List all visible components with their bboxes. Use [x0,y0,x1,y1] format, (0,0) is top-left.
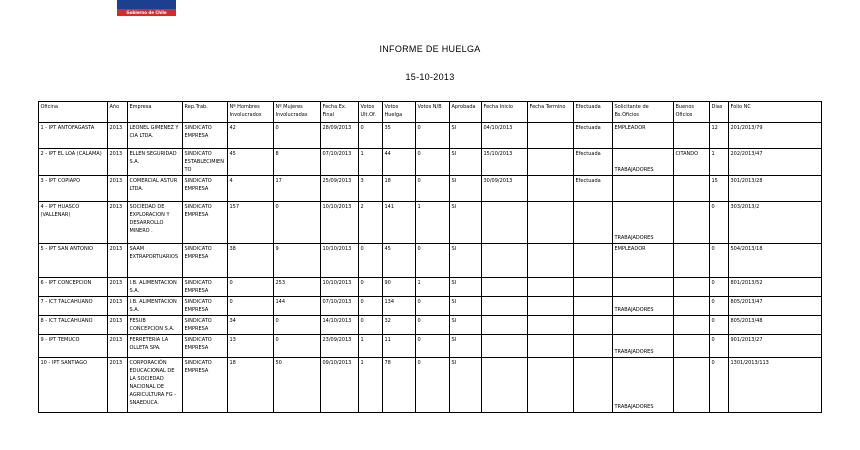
table-cell [528,123,574,149]
table-cell: 07/10/2013 [321,149,359,176]
table-cell: 2013 [108,149,128,176]
table-cell: 504/2013/18 [729,244,822,278]
table-cell: 5 - IPT SAN ANTONIO [39,244,108,278]
table-cell [482,358,528,413]
table-cell [674,316,710,335]
table-cell [528,297,574,316]
table-cell: SINDICATO EMPRESA [183,316,228,335]
table-cell: SI [450,335,482,358]
column-header: Solicitante de Bs.Oficios [613,102,674,123]
column-header: Oficina [39,102,108,123]
table-cell: 301/2013/28 [729,176,822,202]
table-cell: 8 - ICT TALCAHUANO [39,316,108,335]
table-cell: 32 [383,316,416,335]
table-cell [574,278,613,297]
strike-report-table [38,101,822,413]
table-cell: 13 [228,335,274,358]
table-cell: 0 [710,358,729,413]
column-header: Nº Mujeres Involucradas [274,102,321,123]
table-cell: SI [450,244,482,278]
table-cell: 0 [359,316,383,335]
table-cell: 0 [359,297,383,316]
table-cell: 0 [710,244,729,278]
table-cell: 45 [383,244,416,278]
column-header: Rep.Trab. [183,102,228,123]
table-cell: 11 [383,335,416,358]
table-cell: 30/09/2013 [482,176,528,202]
table-cell [674,202,710,244]
table-cell: 0 [416,358,450,413]
table-cell: 0 [228,278,274,297]
table-cell: 17 [274,176,321,202]
table-cell: 3 - IPT COPIAPO [39,176,108,202]
table-cell: 90 [383,278,416,297]
table-cell: Efectuada [574,123,613,149]
table-cell: 801/2013/52 [729,278,822,297]
table-cell: SI [450,358,482,413]
table-body [39,123,822,413]
column-header: Empresa [128,102,183,123]
table-cell: 202/2013/47 [729,149,822,176]
table-row [39,316,822,335]
table-cell: TRABAJADORES [613,335,674,358]
table-cell: SINDICATO EMPRESA [183,278,228,297]
table-cell: 23/09/2013 [321,335,359,358]
report-title: INFORME DE HUELGA [379,44,481,54]
table-cell: Efectuada [574,176,613,202]
table-cell: SAAM EXTRAPORTUARIOS [128,244,183,278]
table-cell: 0 [274,316,321,335]
table-cell: 157 [228,202,274,244]
table-cell: 0 [416,316,450,335]
table-cell: 0 [274,123,321,149]
column-header: Votos N/B [416,102,450,123]
table-cell: 805/2013/47 [729,297,822,316]
table-cell: 1301/2013/113 [729,358,822,413]
table-cell [574,335,613,358]
table-cell [482,202,528,244]
table-cell: COMERCIAL ASTUR LTDA. [128,176,183,202]
table-cell: 25/09/2013 [321,176,359,202]
table-cell: 1 [359,335,383,358]
table-cell: 35 [383,123,416,149]
table-cell: 0 [416,297,450,316]
table-cell: 1 [416,278,450,297]
table-cell [613,316,674,335]
table-cell: Efectuada [574,149,613,176]
table-cell: 0 [710,297,729,316]
table-cell: SINDICATO EMPRESA [183,176,228,202]
column-header: Nº Hombres Involucrados [228,102,274,123]
table-cell [674,278,710,297]
table-cell: 78 [383,358,416,413]
table-cell: 1 [710,149,729,176]
table-cell: 7 - ICT TALCAHUANO [39,297,108,316]
table-cell [482,278,528,297]
table-cell: 0 [710,335,729,358]
column-header: Fecha Ex. Final [321,102,359,123]
table-cell: 18 [228,358,274,413]
government-logo [117,0,176,16]
table-cell [528,244,574,278]
table-cell: 0 [416,244,450,278]
table-cell: TRABAJADORES [613,149,674,176]
table-cell [528,278,574,297]
table-cell [674,176,710,202]
table-cell: 0 [710,316,729,335]
header-row [39,102,822,123]
table-cell: ELLEN SEGURIDAD S.A. [128,149,183,176]
table-cell [574,297,613,316]
table-cell: 901/2013/27 [729,335,822,358]
table-cell: 0 [416,176,450,202]
column-header: Fecha Inicio [482,102,528,123]
table-cell: 50 [274,358,321,413]
table-cell: 10/10/2013 [321,244,359,278]
table-cell [674,297,710,316]
table-cell: 42 [228,123,274,149]
table-cell: 2013 [108,335,128,358]
table-cell: 2013 [108,358,128,413]
table-cell [528,176,574,202]
table-cell [528,149,574,176]
table-cell: 09/10/2013 [321,358,359,413]
table-cell: CITANDO [674,149,710,176]
table-cell: I.B. ALIMENTACION S.A. [128,278,183,297]
table-cell: TRABAJADORES [613,297,674,316]
table-cell: 0 [416,149,450,176]
table-cell [482,244,528,278]
table-cell [574,202,613,244]
table-cell: CORPORACIÓN EDUCACIONAL DE LA SOCIEDAD NACIONAL DE AGRICULTURA FG - SNAEDUCA. [128,358,183,413]
table-cell: 12 [710,123,729,149]
table-cell: 0 [710,202,729,244]
table-cell: 07/10/2013 [321,297,359,316]
table-cell: 2013 [108,244,128,278]
table-cell: 1 [359,149,383,176]
table-cell: SINDICATO EMPRESA [183,358,228,413]
column-header: Efectuada [574,102,613,123]
table-cell: 2013 [108,176,128,202]
table-cell [482,297,528,316]
table-cell: EMPLEADOR [613,123,674,149]
table-cell: 201/2013/79 [729,123,822,149]
table-cell: 9 - IPT TEMUCO [39,335,108,358]
column-header: Días [710,102,729,123]
table-cell: SINDICATO EMPRESA [183,202,228,244]
table-cell: 44 [383,149,416,176]
table-cell: 9 [274,244,321,278]
table-cell: 4 - IPT HUASCO (VALLENAR) [39,202,108,244]
table-cell: 4 [228,176,274,202]
table-cell: 1 [359,358,383,413]
table-row [39,297,822,316]
table-cell [674,244,710,278]
table-cell: 15/10/2013 [482,149,528,176]
table-cell: SI [450,316,482,335]
table-row [39,123,822,149]
table-cell: 10 - IPT SANTIAGO [39,358,108,413]
table-cell [674,358,710,413]
table-cell: 0 [274,202,321,244]
table-cell: 253 [274,278,321,297]
table-cell [528,335,574,358]
table-cell: FESUB CONCEPCION S.A. [128,316,183,335]
table-cell: 303/2013/2 [729,202,822,244]
table-cell: SI [450,202,482,244]
table-row [39,202,822,244]
table-cell: 14/10/2013 [321,316,359,335]
report-date: 15-10-2013 [405,72,455,82]
column-header: Aprobada [450,102,482,123]
table-cell: 15 [710,176,729,202]
table-cell: 10/10/2013 [321,202,359,244]
table-cell: 18 [383,176,416,202]
table-cell [613,176,674,202]
table-cell: 8 [274,149,321,176]
table-cell [574,244,613,278]
table-cell: 45 [228,149,274,176]
table-cell: FERRETERIA LA OLLETA SPA. [128,335,183,358]
table-cell [528,202,574,244]
table-cell: 04/10/2013 [482,123,528,149]
table-cell: 2013 [108,123,128,149]
table-cell: SOCIEDAD DE EXPLORACION Y DESARROLLO MINERO . [128,202,183,244]
table-cell: TRABAJADORES [613,358,674,413]
table-cell: 0 [416,123,450,149]
logo-text: Gobierno de Chile [126,10,167,15]
table-cell: 2013 [108,278,128,297]
column-header: Fecha Termino [528,102,574,123]
table-cell [482,316,528,335]
table-cell: 0 [359,278,383,297]
table-cell [674,123,710,149]
column-header: Año [108,102,128,123]
table-cell: 34 [228,316,274,335]
table-cell [528,358,574,413]
table-cell: 10/10/2013 [321,278,359,297]
table-cell: SI [450,278,482,297]
table-cell: EMPLEADOR [613,244,674,278]
table-cell: 38 [228,244,274,278]
table-cell: I.B. ALIMENTACION S.A. [128,297,183,316]
table-row [39,278,822,297]
table-cell: SINDICATO EMPRESA [183,297,228,316]
table-row [39,149,822,176]
table-cell: 0 [416,335,450,358]
table-cell: 141 [383,202,416,244]
table-cell [574,316,613,335]
table-cell [528,316,574,335]
table-cell: SI [450,176,482,202]
table-cell: 2 - IPT EL LOA (CALAMA) [39,149,108,176]
column-header: Votos Huelga [383,102,416,123]
table-cell: SI [450,123,482,149]
table-cell: 0 [359,244,383,278]
table-cell: SINDICATO ESTABLECIMIENTO [183,149,228,176]
table-cell: TRABAJADORES [613,202,674,244]
table-cell: 144 [274,297,321,316]
table-cell: 1 [416,202,450,244]
table-cell: 2 [359,202,383,244]
table-cell: 0 [359,123,383,149]
table-cell: 805/2013/48 [729,316,822,335]
table-cell [674,335,710,358]
table-cell [482,335,528,358]
table-cell: 0 [228,297,274,316]
table-cell: 1 - IPT ANTOFAGASTA [39,123,108,149]
table-row [39,244,822,278]
table-cell: 134 [383,297,416,316]
column-header: Votos Ult.Of. [359,102,383,123]
table-cell: 28/09/2013 [321,123,359,149]
table-cell [574,358,613,413]
table-cell: SINDICATO EMPRESA [183,335,228,358]
table-cell: SINDICATO EMPRESA [183,244,228,278]
table-cell: SI [450,149,482,176]
table-cell: 2013 [108,316,128,335]
table-row [39,176,822,202]
table-row [39,335,822,358]
table-header [39,102,822,123]
column-header: Folio NC [729,102,822,123]
table-cell: 2013 [108,297,128,316]
table-cell: SI [450,297,482,316]
table-cell: 0 [710,278,729,297]
table-cell: 2013 [108,202,128,244]
table-cell: LEONEL GIMENEZ Y CIA LTDA. [128,123,183,149]
table-cell: 6 - IPT CONCEPCION [39,278,108,297]
table-cell: 3 [359,176,383,202]
table-cell: 0 [274,335,321,358]
table-cell [613,278,674,297]
table-cell: SINDICATO EMPRESA [183,123,228,149]
table-row [39,358,822,413]
column-header: Buenos Oficios [674,102,710,123]
